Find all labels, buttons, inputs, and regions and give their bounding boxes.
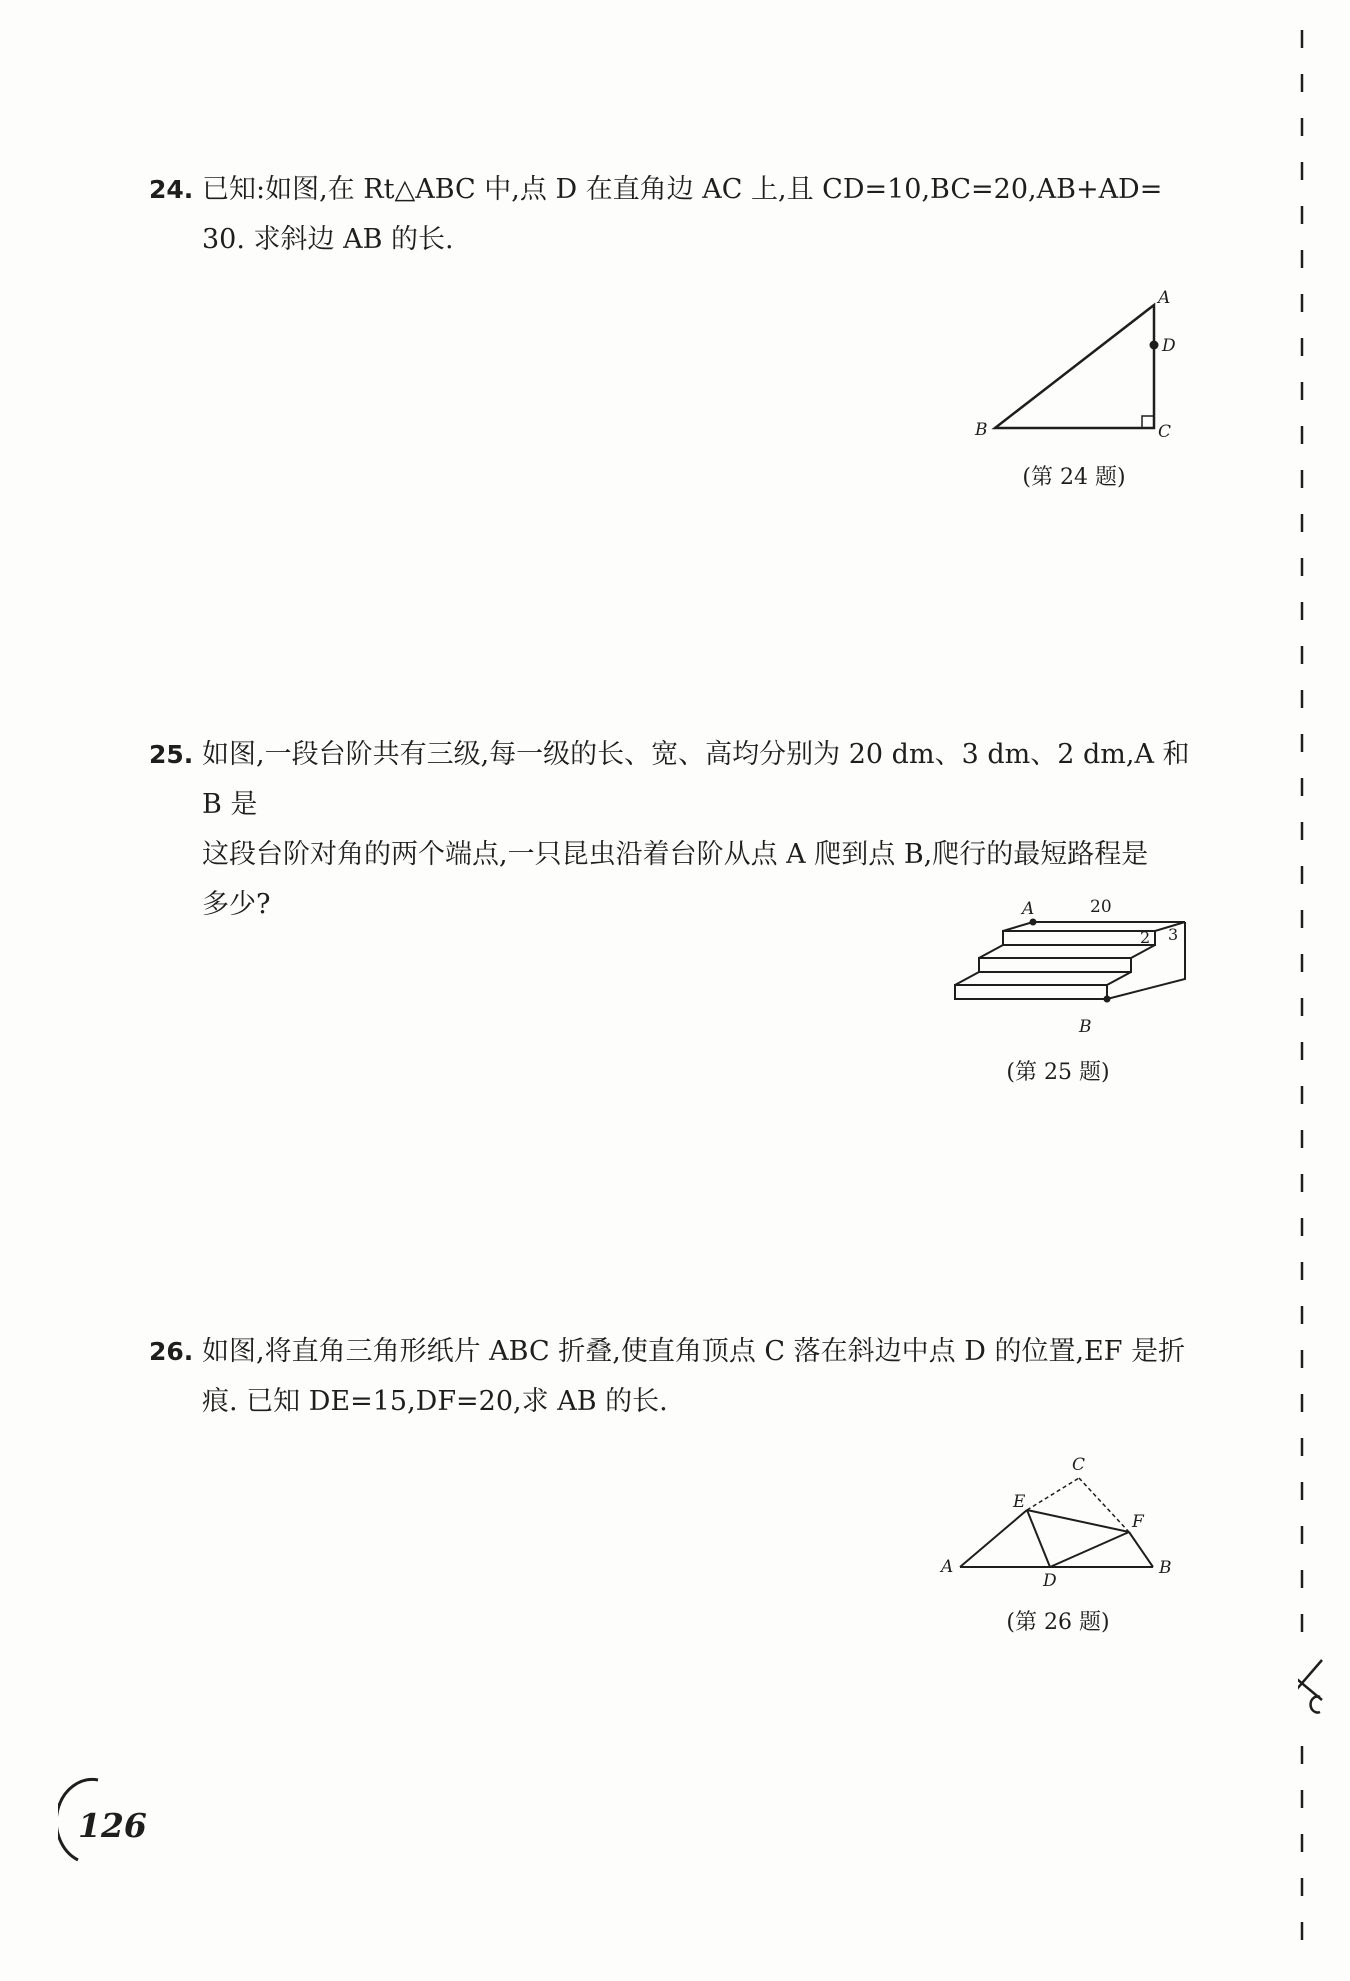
problem-26: [149, 1327, 1212, 1427]
problem-text-line: 这段台阶对角的两个端点,一只昆虫沿着台阶从点 A 爬到点 B,爬行的最短路程是: [202, 839, 1149, 870]
figure-25: [930, 895, 1190, 1045]
problem-text-line: 30. 求斜边 AB 的长.: [202, 224, 454, 255]
label-b: B: [1079, 1017, 1092, 1037]
problem-text-line: 如图,将直角三角形纸片 ABC 折叠,使直角顶点 C 落在斜边中点 D 的位置,EF 是折: [202, 1336, 1186, 1367]
label-c: C: [1158, 422, 1172, 442]
problem-text-line: 已知:如图,在 Rt△ABC 中,点 D 在直角边 AC 上,且 CD=10,BC=20,AB+AD=: [202, 174, 1163, 205]
problem-number: 25.: [149, 740, 194, 769]
label-width: 3: [1168, 925, 1179, 944]
problem-number: 26.: [149, 1337, 194, 1366]
staircase: [955, 922, 1185, 999]
figure-24: [970, 285, 1190, 445]
label-b: B: [1159, 1558, 1172, 1578]
triangle-abc: [995, 305, 1154, 428]
page-number: 126: [78, 1806, 147, 1845]
figure-25-caption: (第 25 题): [1006, 1060, 1110, 1085]
cut-line: [1298, 0, 1350, 1981]
label-length: 20: [1090, 897, 1112, 917]
figure-26-caption: (第 26 题): [1006, 1610, 1110, 1635]
problem-text-line: 痕. 已知 DE=15,DF=20,求 AB 的长.: [202, 1386, 668, 1417]
triangle-folded: [960, 1510, 1153, 1567]
right-angle-mark: [1142, 416, 1154, 428]
problem-text: [152, 165, 1212, 265]
label-a: A: [941, 1557, 954, 1577]
figure-24-caption: (第 24 题): [1022, 465, 1126, 490]
label-b: B: [975, 420, 988, 440]
figure-26: [930, 1440, 1190, 1590]
problem-text: [152, 1327, 1212, 1427]
label-a: A: [1022, 899, 1035, 919]
label-e: E: [1013, 1492, 1026, 1512]
problem-number: 24.: [149, 175, 194, 204]
problem-text-line: 如图,一段台阶共有三级,每一级的长、宽、高均分别为 20 dm、3 dm、2 dm,A 和 B 是: [202, 739, 1190, 820]
point-d: [1150, 341, 1159, 350]
point-b: [1104, 996, 1111, 1003]
problem-24: [149, 165, 1212, 265]
label-d: D: [1162, 336, 1176, 356]
point-a: [1030, 919, 1037, 926]
label-height: 2: [1140, 928, 1151, 947]
label-f: F: [1132, 1512, 1144, 1532]
label-c: C: [1072, 1455, 1086, 1475]
scissors-icon: [1298, 1650, 1350, 1725]
label-a: A: [1158, 288, 1171, 308]
problem-text-line: 多少?: [202, 889, 271, 920]
fold-dashed-lines: [1027, 1478, 1129, 1532]
label-d: D: [1043, 1571, 1057, 1591]
